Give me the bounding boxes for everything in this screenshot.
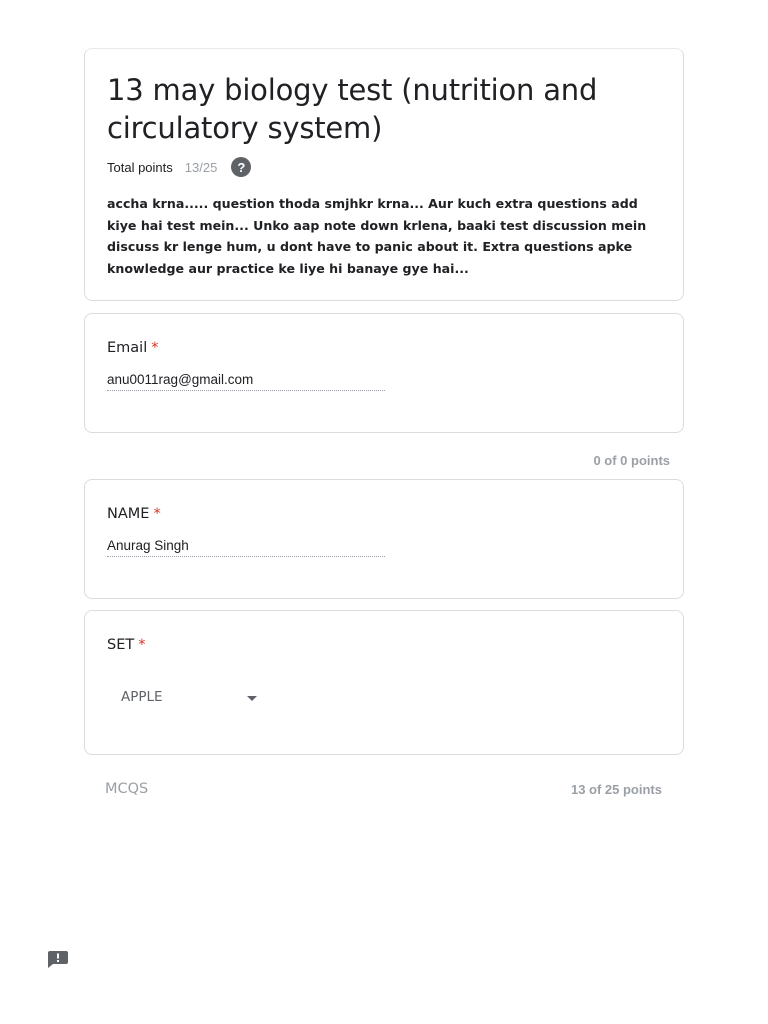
- form-title: 13 may biology test (nutrition and circulatory system): [107, 73, 598, 145]
- set-dropdown[interactable]: [121, 689, 257, 705]
- mcqs-section-title: MCQS: [105, 781, 149, 797]
- required-asterisk: *: [138, 637, 146, 653]
- required-asterisk: *: [151, 340, 159, 356]
- name-answer: Anurag Singh: [107, 538, 385, 557]
- total-points-row: [107, 157, 661, 177]
- email-question-card: [84, 313, 684, 433]
- set-label: [107, 637, 661, 653]
- form-description: accha krna..... question thoda smjhkr krna... Aur kuch extra questions add kiye hai test mein... Unko aap note down krlena, baaki test discussion mein discuss kr lenge hum, u dont have to panic about it. Extra questions apke knowledge aur practice ke liye hi banaye gye hai...: [107, 196, 647, 276]
- name-label: [107, 506, 661, 522]
- total-points-value: 13/25: [184, 159, 218, 175]
- email-answer: anu0011rag@gmail.com: [107, 372, 385, 391]
- required-asterisk: *: [153, 506, 161, 522]
- feedback-icon[interactable]: [48, 951, 68, 968]
- form-header-card: [84, 48, 684, 301]
- mcqs-section-points: 13 of 25 points: [570, 782, 662, 797]
- help-icon[interactable]: ?: [231, 157, 251, 177]
- set-label-text: SET: [107, 637, 135, 653]
- set-question-card: [84, 610, 684, 755]
- name-question-card: [84, 479, 684, 599]
- email-label: [107, 340, 661, 356]
- set-dropdown-value: APPLE: [121, 689, 163, 705]
- email-label-text: Email: [107, 340, 148, 356]
- chevron-down-icon: [247, 696, 257, 701]
- name-label-text: NAME: [107, 506, 150, 522]
- total-points-label: Total points: [107, 159, 173, 175]
- section-points: 0 of 0 points: [593, 453, 670, 468]
